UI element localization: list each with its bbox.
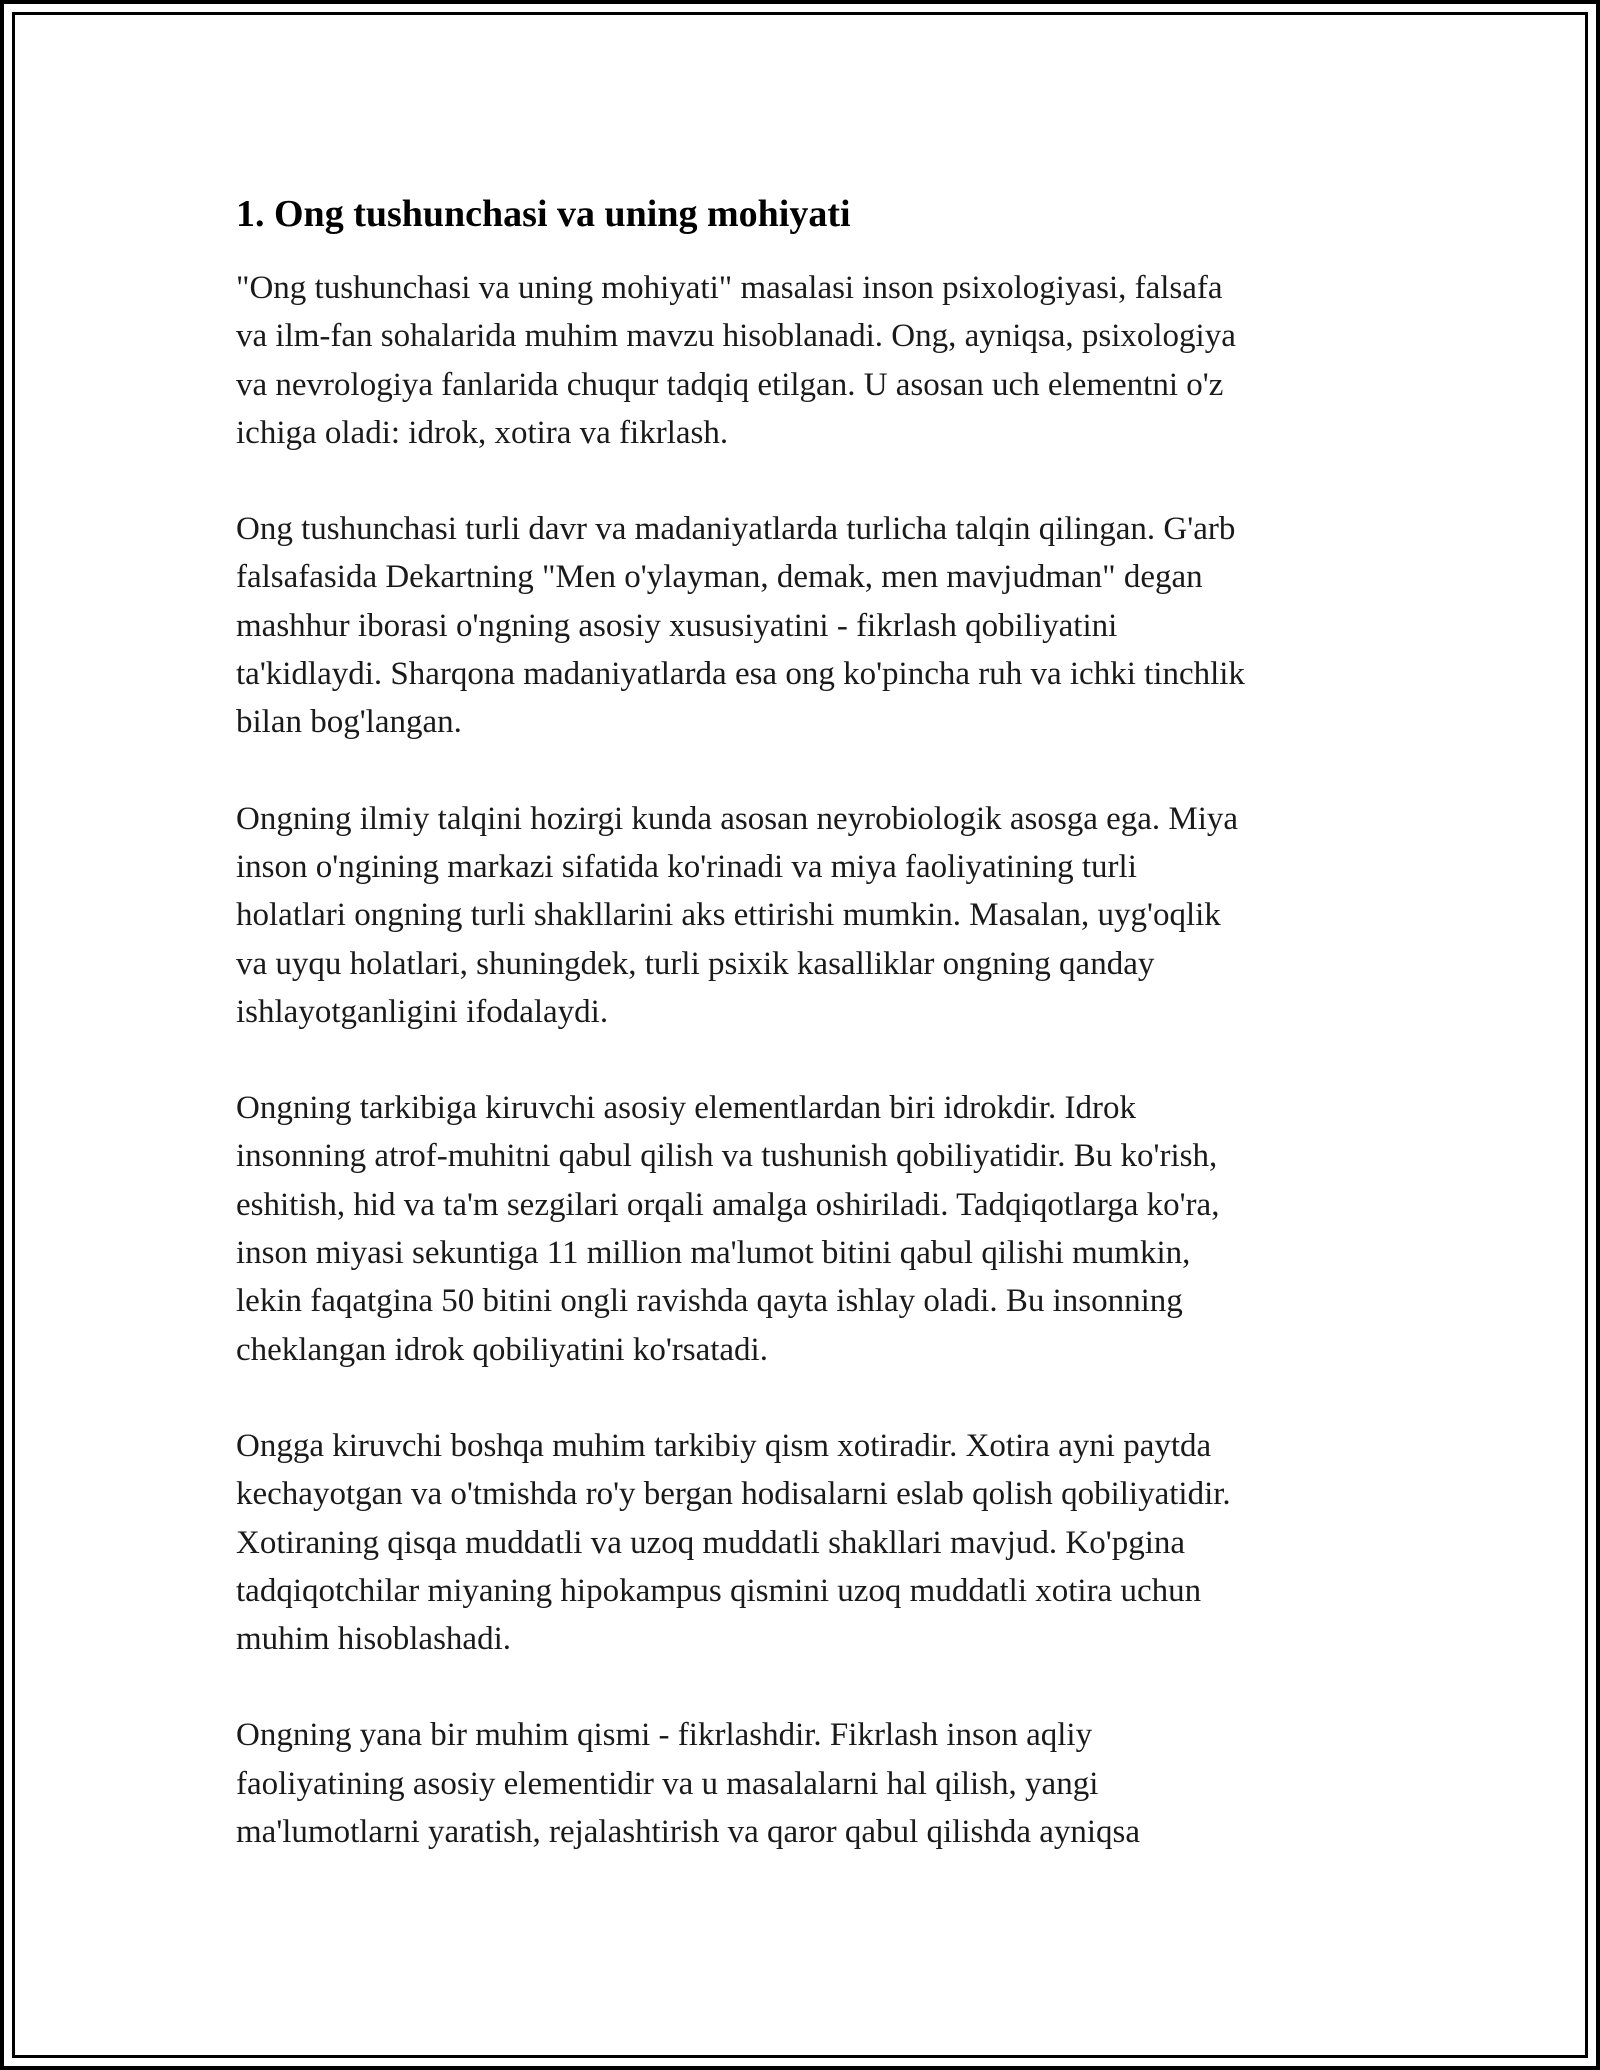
section-heading: 1. Ong tushunchasi va uning mohiyati (236, 193, 851, 235)
paragraph-history: Ong tushunchasi turli davr va madaniyatlarda turlicha talqin qilingan. G'arb falsafasida Dekartning "Men o'ylayman, demak, men mavjudman" degan mashhur iborasi o'ngning asosiy xususiyatini - fikrlash qobiliyatini ta'kidlaydi. Sharqona madaniyatlarda esa ong ko'pincha ruh va ichki tinchlik bilan bog'langan. (236, 511, 1245, 741)
paragraph-intro: "Ong tushunchasi va uning mohiyati" masalasi inson psixologiyasi, falsafa va ilm-fan sohalarida muhim mavzu hisoblanadi. Ong, ayniqsa, psixologiya va nevrologiya fanlarida chuqur tadqiq etilgan. U asosan uch elementni o'z ichiga oladi: idrok, xotira va fikrlash. (236, 270, 1236, 451)
paragraph-neuroscience: Ongning ilmiy talqini hozirgi kunda asosan neyrobiologik asosga ega. Miya inson o'ngining markazi sifatida ko'rinadi va miya faoliyatining turli holatlari ongning turli shakllarini aks ettirishi mumkin. Masalan, uyg'oqlik va uyqu holatlari, shuningdek, turli psixik kasalliklar ongning qanday ishlayotganligini ifodalaydi. (236, 800, 1239, 1030)
document-body (236, 186, 1376, 1856)
paragraph-thinking: Ongning yana bir muhim qismi - fikrlashdir. Fikrlash inson aqliy faoliyatining asosiy elementidir va u masalalarni hal qilish, yangi ma'lumotlarni yaratish, rejalashtirish va qaror qabul qilishda ayniqsa (236, 1717, 1141, 1851)
paragraph-perception: Ongning tarkibiga kiruvchi asosiy elementlardan biri idrokdir. Idrok insonning atrof-muhitni qabul qilish va tushunish qobiliyatidir. Bu ko'rish, eshitish, hid va ta'm sezgilari orqali amalga oshiriladi. Tadqiqotlarga ko'ra, inson miyasi sekuntiga 11 million ma'lumot bitini qabul qilishi mumkin, lekin faqatgina 50 bitini ongli ravishda qayta ishlay oladi. Bu insonning cheklangan idrok qobiliyatini ko'rsatadi. (236, 1090, 1220, 1368)
paragraph-memory: Ongga kiruvchi boshqa muhim tarkibiy qism xotiradir. Xotira ayni paytda kechayotgan va o'tmishda ro'y bergan hodisalarni eslab qolish qobiliyatidir. Xotiraning qisqa muddatli va uzoq muddatli shakllari mavjud. Ko'pgina tadqiqotchilar miyaning hipokampus qismini uzoq muddatli xotira uchun muhim hisoblashadi. (236, 1427, 1231, 1658)
